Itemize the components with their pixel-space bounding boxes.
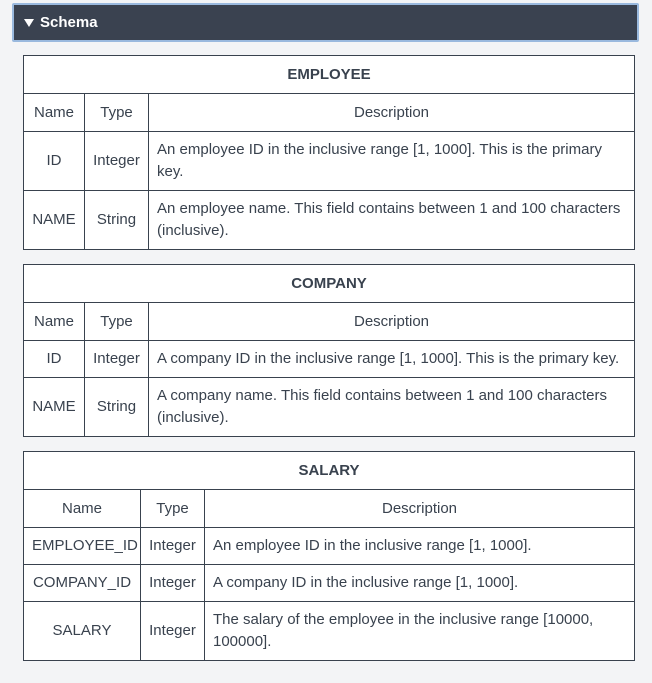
table-row (24, 132, 635, 191)
cell-type: Integer (141, 602, 205, 661)
schema-title: Schema (40, 14, 98, 31)
table-title: EMPLOYEE (24, 56, 635, 94)
table-row (24, 528, 635, 565)
cell-description: An employee ID in the inclusive range [1, 1000]. This is the primary key. (149, 132, 635, 191)
cell-type: Integer (141, 565, 205, 602)
column-header-name: Name (24, 94, 85, 132)
cell-name: NAME (24, 378, 85, 437)
cell-description: The salary of the employee in the inclusive range [10000, 100000]. (205, 602, 635, 661)
cell-type: Integer (85, 132, 149, 191)
column-header-description: Description (149, 94, 635, 132)
column-header-type: Type (85, 94, 149, 132)
cell-description: A company ID in the inclusive range [1, 1000]. This is the primary key. (149, 341, 635, 378)
cell-name: COMPANY_ID (24, 565, 141, 602)
cell-name: NAME (24, 191, 85, 250)
employee-table (23, 55, 635, 250)
company-table (23, 264, 635, 437)
cell-type: Integer (141, 528, 205, 565)
schema-toggle[interactable] (12, 3, 639, 42)
cell-type: String (85, 378, 149, 437)
table-row (24, 565, 635, 602)
column-header-name: Name (24, 490, 141, 528)
cell-description: A company ID in the inclusive range [1, 1000]. (205, 565, 635, 602)
salary-table (23, 451, 635, 661)
cell-name: ID (24, 132, 85, 191)
table-row (24, 602, 635, 661)
cell-description: An employee name. This field contains between 1 and 100 characters (inclusive). (149, 191, 635, 250)
cell-description: A company name. This field contains between 1 and 100 characters (inclusive). (149, 378, 635, 437)
column-header-type: Type (141, 490, 205, 528)
cell-description: An employee ID in the inclusive range [1, 1000]. (205, 528, 635, 565)
table-row (24, 378, 635, 437)
cell-name: EMPLOYEE_ID (24, 528, 141, 565)
column-header-description: Description (205, 490, 635, 528)
cell-type: String (85, 191, 149, 250)
cell-name: SALARY (24, 602, 141, 661)
table-title: COMPANY (24, 265, 635, 303)
table-row (24, 191, 635, 250)
table-title: SALARY (24, 452, 635, 490)
column-header-name: Name (24, 303, 85, 341)
table-row (24, 341, 635, 378)
cell-name: ID (24, 341, 85, 378)
triangle-down-icon (24, 19, 34, 27)
column-header-description: Description (149, 303, 635, 341)
cell-type: Integer (85, 341, 149, 378)
column-header-type: Type (85, 303, 149, 341)
